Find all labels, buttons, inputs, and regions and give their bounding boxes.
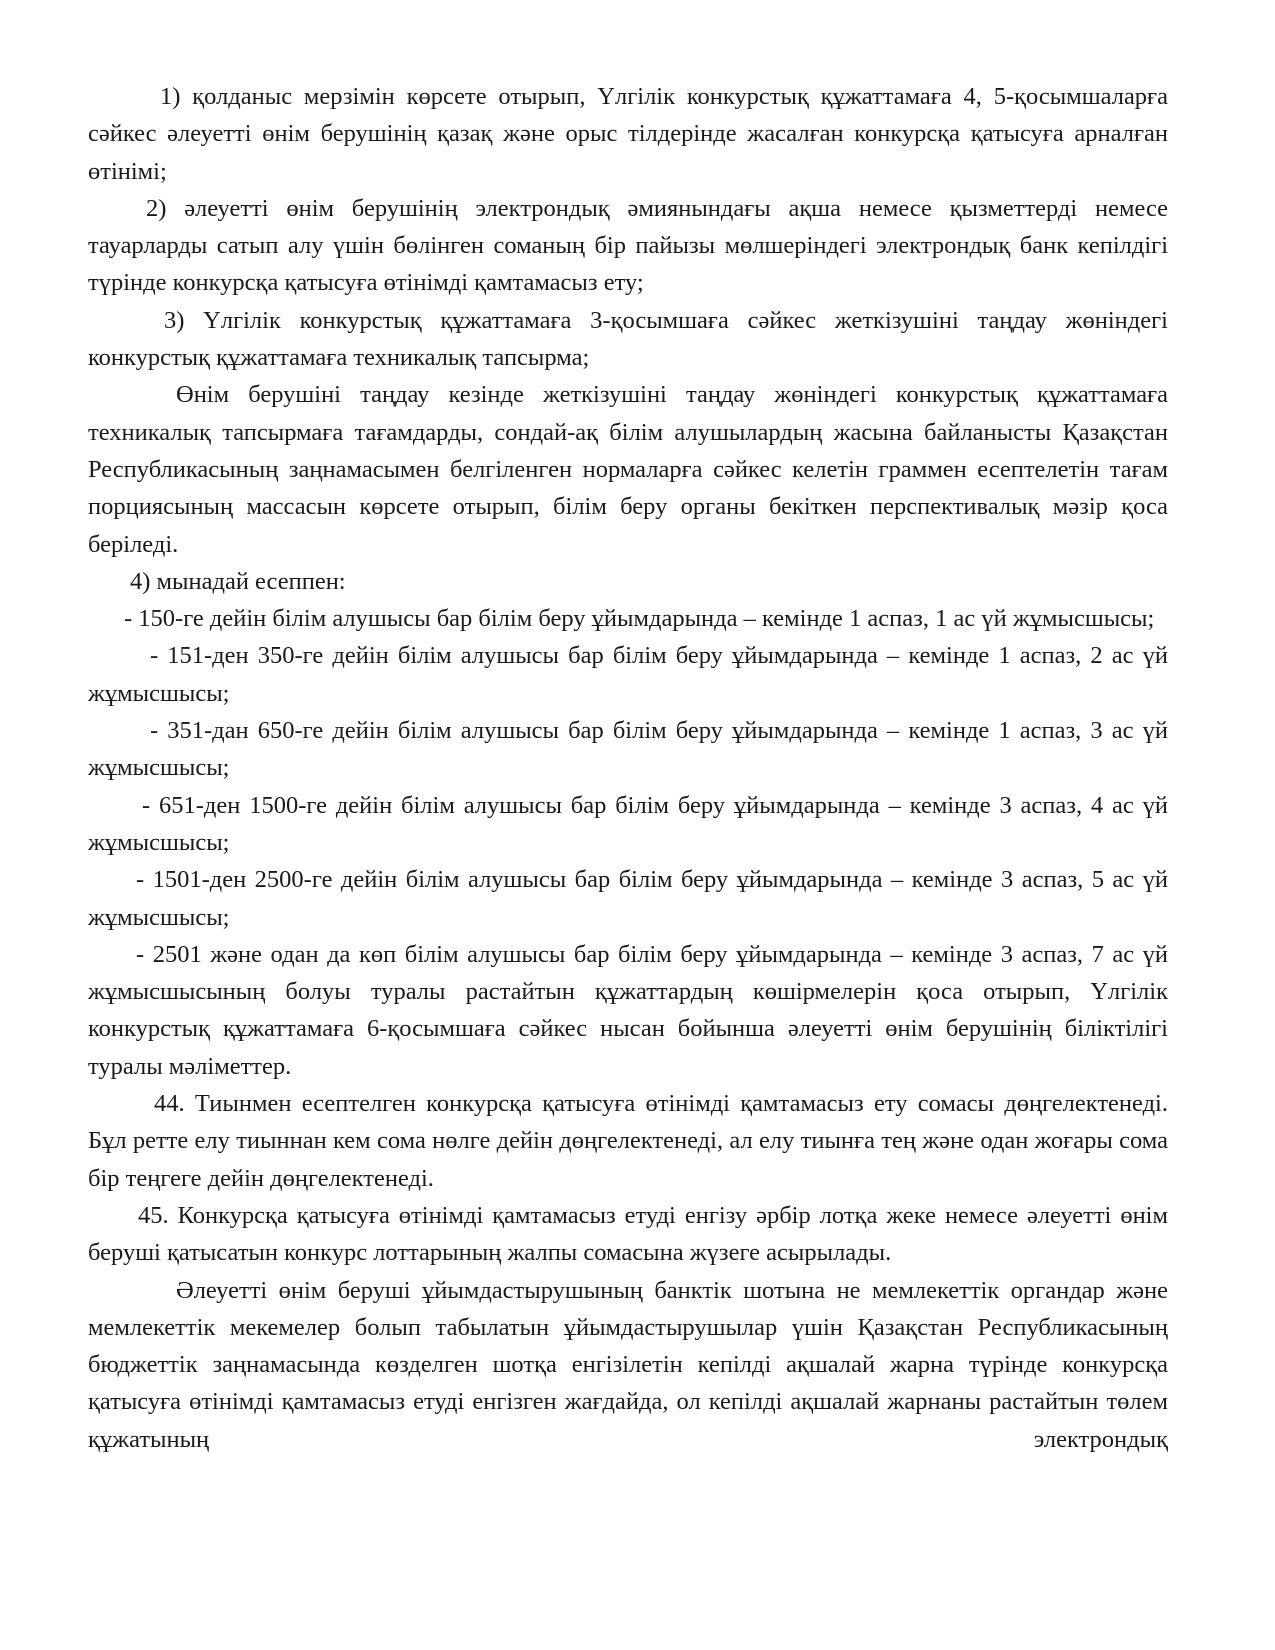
document-page bbox=[88, 78, 1168, 1458]
staff-list-item-651-1500: - 651-ден 1500-ге дейін білім алушысы бар білім беру ұйымдарында – кемінде 3 аспаз, 4 ас үй жұмысшысы; bbox=[88, 791, 1168, 856]
paragraph-45: 45. Конкурсқа қатысуға өтінімді қамтамасыз етуді енгізу әрбір лотқа жеке немесе әлеуетті өнім беруші қатысатын конкурс лоттарының жалпы сомасына жүзеге асырылады. bbox=[88, 1201, 1168, 1267]
paragraph-44: 44. Тиынмен есептелген конкурсқа қатысуға өтінімді қамтамасыз ету сомасы дөңгелектенеді. Бұл ретте елу тиыннан кем сома нөлге дейін дөңгелектенеді, ал елу тиынға тең және одан жоғары сома бір теңгеге дейін дөңгелектенеді. bbox=[88, 1090, 1168, 1192]
staff-list-item-351-650: - 351-дан 650-ге дейін білім алушысы бар білім беру ұйымдарында – кемінде 1 аспаз, 3 ас үй жұмысшысы; bbox=[88, 717, 1168, 782]
paragraph-guarantee-deposit: Әлеуетті өнім беруші ұйымдастырушының банктік шотына не мемлекеттік органдар және мемлекеттік мекемелер болып табылатын ұйымдастырушылар үшін Қазақстан Республикасының бюджеттік заңнамасында көзделген шотқа енгізілетін кепілді ақшалай жарна түрінде конкурсқа қатысуға өтінімді қамтамасыз етуді енгізген жағдайда, ол кепілді ақшалай жарнаны растайтын төлем құжатының электрондық bbox=[88, 1276, 1168, 1453]
staff-list-item-151-350: - 151-ден 350-ге дейін білім алушысы бар білім беру ұйымдарында – кемінде 1 аспаз, 2 ас үй жұмысшысы; bbox=[88, 642, 1168, 707]
staff-list-item-2501-plus: - 2501 және одан да көп білім алушысы бар білім беру ұйымдарында – кемінде 3 аспаз, 7 ас үй жұмысшысының болуы туралы растайтын құжаттардың көшірмелерін қоса отырып, Үлгілік конкурстық құжаттамаға 6-қосымшаға сәйкес нысан бойынша әлеуетті өнім берушінің біліктілігі туралы мәліметтер. bbox=[88, 940, 1168, 1080]
paragraph-item-4: 4) мынадай есеппен: bbox=[130, 567, 346, 595]
staff-list-item-150: - 150-ге дейін білім алушысы бар білім беру ұйымдарында – кемінде 1 аспаз, 1 ас үй жұмысшысы; bbox=[124, 605, 1155, 633]
paragraph-item-1: 1) қолданыс мерзімін көрсете отырып, Үлгілік конкурстық құжаттамаға 4, 5-қосымшаларға сәйкес әлеуетті өнім берушінің қазақ және орыс тілдерінде жасалған конкурсқа қатысуға арналған өтінімі; bbox=[88, 83, 1168, 185]
paragraph-item-3: 3) Үлгілік конкурстық құжаттамаға 3-қосымшаға сәйкес жеткізушіні таңдау жөніндегі конкурстық құжаттамаға техникалық тапсырма; bbox=[88, 306, 1168, 372]
staff-list-item-1501-2500: - 1501-ден 2500-ге дейін білім алушысы бар білім беру ұйымдарында – кемінде 3 аспаз, 5 ас үй жұмысшысы; bbox=[88, 866, 1168, 931]
paragraph-item-2: 2) әлеуетті өнім берушінің электрондық әмиянындағы ақша немесе қызметтерді немесе тауарларды сатып алу үшін бөлінген соманың бір пайызы мөлшеріндегі электрондық банк кепілдігі түрінде конкурсқа қатысуға өтінімді қамтамасыз ету; bbox=[88, 194, 1168, 297]
paragraph-menu-note: Өнім берушіні таңдау кезінде жеткізушіні таңдау жөніндегі конкурстық құжаттамаға техникалық тапсырмаға тағамдарды, сондай-ақ білім алушылардың жасына байланысты Қазақстан Республикасының заңнамасымен белгіленген нормаларға сәйкес келетін граммен есептелетін тағам порциясының массасын көрсете отырып, білім беру органы бекіткен перспективалық мәзір қоса беріледі. bbox=[88, 381, 1168, 558]
